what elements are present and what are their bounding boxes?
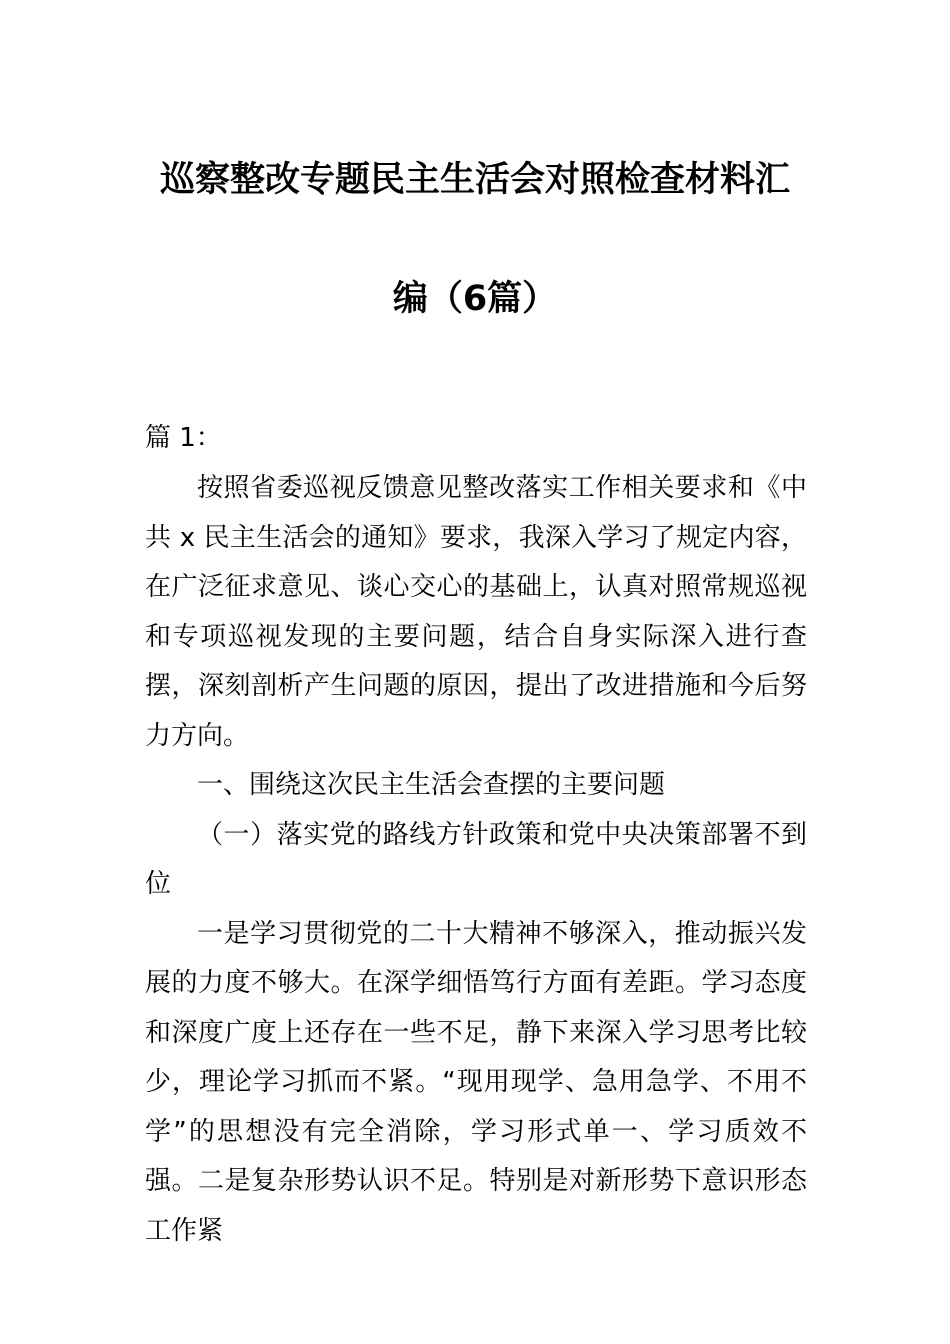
heading-subsection-1: （一）落实党的路线方针政策和党中央决策部署不到位 [145,819,807,899]
section-label: 篇 1： [145,423,222,453]
heading-section-1: 一、围绕这次民主生活会查摆的主要问题 [197,770,666,800]
paragraph-issue-1: 一是学习贯彻党的二十大精神不够深入，推动振兴发展的力度不够大。在深学细悟笃行方面有差距。学习态度和深度广度上还存在一些不足，静下来深入学习思考比较少，理论学习抓而不紧。“现用现学、急用急学、不用不学”的思想没有完全消除，学习形式单一、学习质效不强。二是复杂形势认识不足。特别是对新形势下意识形态工作紧 [145,918,807,1246]
document-body [145,464,807,1256]
paragraph-intro: 按照省委巡视反馈意见整改落实工作相关要求和《中共 x 民主生活会的通知》要求，我深入学习了规定内容，在广泛征求意见、谈心交心的基础上，认真对照常规巡视和专项巡视发现的主要问题，结合自身实际深入进行查摆，深刻剖析产生问题的原因，提出了改进措施和今后努力方向。 [145,473,807,751]
document-title-line-2: 编（6篇） [392,279,558,319]
document-title-line-1: 巡察整改专题民主生活会对照检查材料汇 [159,160,790,200]
